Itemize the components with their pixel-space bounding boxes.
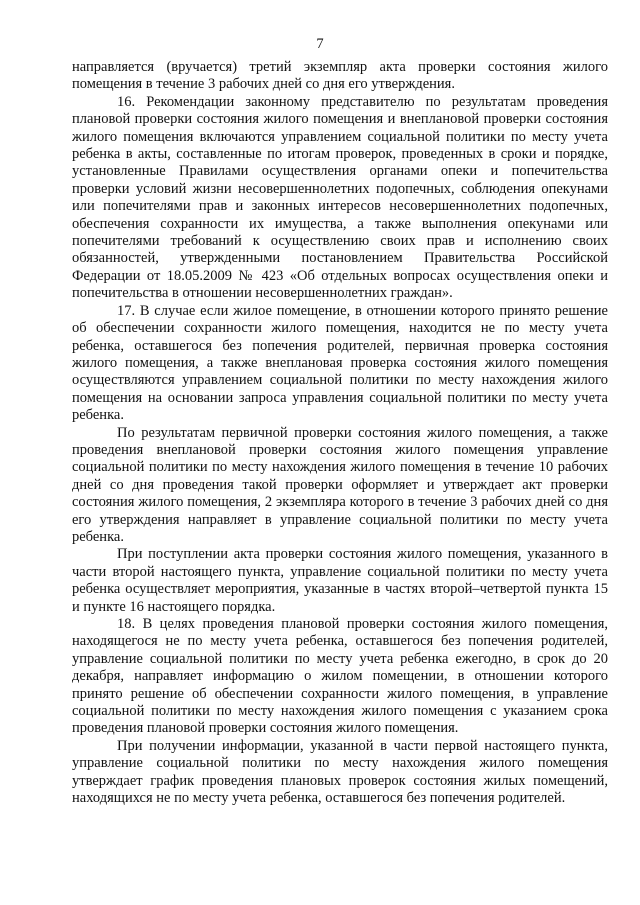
paragraph-item-17-part-3: При поступлении акта проверки состояния жилого помещения, указанного в части второй настоящего пункта, управление социальной политики по месту учета ребенка осуществляет мероприятия, указанные в частях второй–четвертой пункта 15 и пункте 16 настоящего порядка. bbox=[72, 546, 608, 615]
document-body bbox=[72, 59, 608, 807]
paragraph-item-17-part-2: По результатам первичной проверки состояния жилого помещения, а также проведения внеплановой проверки состояния жилого помещения управление социальной политики по месту нахождения жилого помещения в течение 10 рабочих дней со дня проведения такой проверки оформляет и утверждает акт проверки состояния жилого помещения, 2 экземпляра которого в течение 3 рабочих дней со дня его утверждения направляет в управление социальной политики по месту учета ребенка. bbox=[72, 424, 608, 545]
page-number: 7 bbox=[316, 36, 324, 52]
paragraph-item-16: 16. Рекомендации законному представителю по результатам проведения плановой проверки состояния жилого помещения и внеплановой проверки состояния жилого помещения включаются управлением социальной политики по месту учета ребенка в акты, составленные по итогам проверок, проведенных в сроки и порядке, установленные Правилами осуществления органами опеки и попечительства проверки условий жизни несовершеннолетних подопечных, соблюдения опекунами или попечителями прав и законных интересов несовершеннолетних подопечных, обеспечения сохранности их имущества, а также выполнения опекунами или попечителями требований к осуществлению своих прав и исполнению своих обязанностей, утвержденными постановлением Правительства Российской Федерации от 18.05.2009 № 423 «Об отдельных вопросах осуществления опеки и попечительства в отношении несовершеннолетних граждан». bbox=[72, 93, 608, 302]
paragraph-continuation: направляется (вручается) третий экземпляр акта проверки состояния жилого помещения в течение 3 рабочих дней со дня его утверждения. bbox=[72, 59, 608, 93]
paragraph-item-18: 18. В целях проведения плановой проверки состояния жилого помещения, находящегося не по месту учета ребенка, оставшегося без попечения родителей, управление социальной политики по месту учета ребенка ежегодно, в срок до 20 декабря, направляет информацию о жилом помещении, в отношении которого принято решение об обеспечении сохранности жилого помещения, в управление социальной политики по месту нахождения жилого помещения с указанием срока проведения плановой проверки состояния жилого помещения. bbox=[72, 616, 608, 737]
paragraph-item-18-part-2: При получении информации, указанной в части первой настоящего пункта, управление социальной политики по месту нахождения жилого помещения утверждает график проведения плановых проверок состояния жилых помещений, находящихся не по месту учета ребенка, оставшегося без попечения родителей. bbox=[72, 737, 608, 807]
paragraph-item-17: 17. В случае если жилое помещение, в отношении которого принято решение об обеспечении сохранности жилого помещения, находится не по месту учета ребенка, оставшегося без попечения родителей, первичная проверка состояния жилого помещения, а также внеплановая проверка состояния жилого помещения осуществляются управлением социальной политики по месту нахождения жилого помещения на основании запроса управления социальной политики по месту учета ребенка. bbox=[72, 302, 608, 424]
